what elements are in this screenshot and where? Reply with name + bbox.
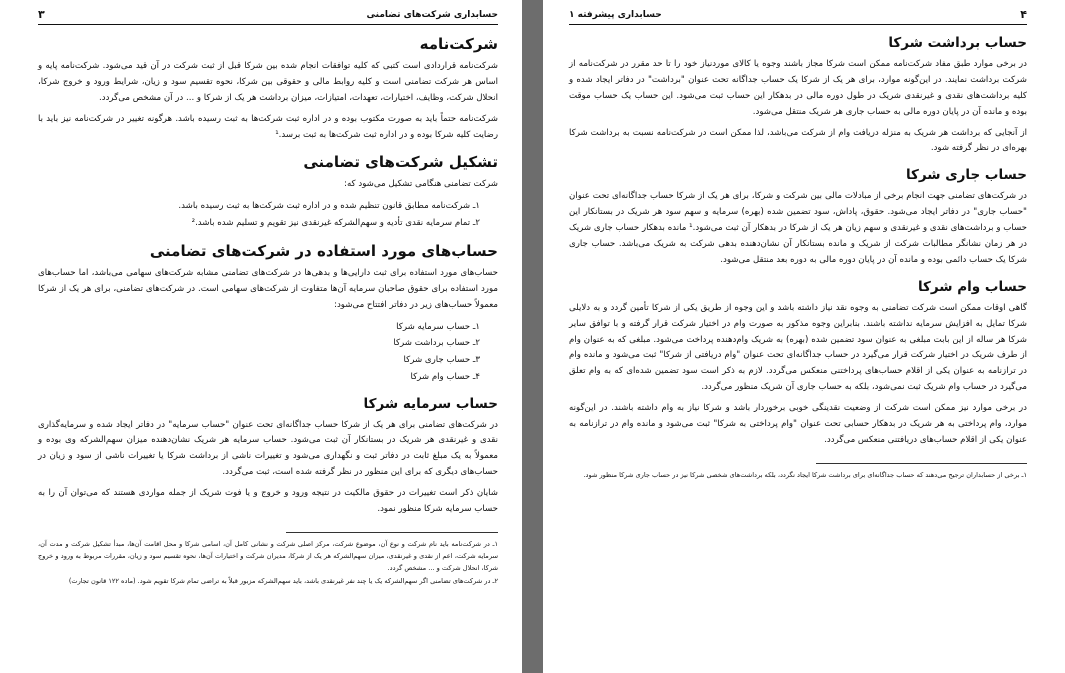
list-item: ۲ـ تمام سرمایه نقدی تأدیه و سهم‌الشرکه غیرنقدی نیز تقویم و تسلیم شده باشد.² — [191, 218, 480, 229]
paragraph: حساب‌های مورد استفاده برای ثبت دارایی‌ها و بدهی‌ها در شرکت‌های تضامنی مشابه شرکت‌های سهامی می‌باشد، اما حساب‌های مورد استفاده برای حقوق صاحبان سرمایه آن‌ها متفاوت از شرکت‌های سهامی است. در شرکت‌های تضامنی، برای هر یک از شرکا معمولاً حساب‌های زیر در دفاتر افتتاح می‌شود: — [38, 267, 498, 310]
paragraph: در برخی موارد نیز ممکن است شرکت از وضعیت نقدینگی خوبی برخوردار باشد و شرکا نیاز به وام داشته باشند. در این‌گونه موارد، وام پرداختی به هر شریک در بدهکار حسابی تحت عنوان "وام پرداختی به شرکا" ثبت می‌شود و مانده وام در ترازنامه به عنوان یکی از اقلام حساب‌های دریافتنی منعکس می‌گردد. — [569, 403, 1027, 445]
footnote: ۱ـ در شرکت‌نامه باید نام شرکت و نوع آن، موضوع شرکت، مرکز اصلی شرکت و نشانی کامل آن، اسامی شرکا و محل اقامت آن‌ها، مبدأ تشکیل شرکت و مدت آن، سرمایه شرکت، اعم از نقدی و غیرنقدی، میزان سهم‌الشرکه هر یک از شرکا، مدیران شرکت و اختیارات آن‌ها، نحوه تقسیم سود و زیان، مقررات مربوط به ورود و خروج شرکا، انحلال شرکت و ... مشخص گردد. — [38, 539, 498, 572]
running-header — [38, 8, 498, 25]
left-page — [0, 0, 522, 673]
section-heading: تشکیل شرکت‌های تضامنی — [303, 153, 498, 172]
list-item: ۲ـ حساب برداشت شرکا — [393, 338, 480, 349]
paragraph: در شرکت‌های تضامنی برای هر یک از شرکا حساب جداگانه‌ای تحت عنوان "حساب سرمایه" در دفاتر ایجاد شده و سرمایه‌گذاری نقدی و غیرنقدی هر شریک در بستانکار آن ثبت می‌شود. حساب سرمایه هر شریک نشان‌دهنده میزان سهم‌الشرکه وی بوده و معمولاً به یک مبلغ ثابت در دفاتر ثبت و نگهداری می‌شود و تغییرات ناشی از برداشت شرکا یا تغییرات ناشی از سود و زیان در حساب‌های دیگری که برای این منظور در نظر گرفته شده است، ثبت می‌گردد. — [38, 419, 498, 478]
paragraph: گاهی اوقات ممکن است شرکت تضامنی به وجوه نقد نیاز داشته باشد و این وجوه از طریق یکی از شرکا تأمین گردد و به دلایلی شرکا تمایل به افزایش سرمایه نداشته باشند. بنابراین وجوه مذکور به صورت وام در اختیار شرکت قرار گرفته و با توافق سایر شرکا هر ساله از این بابت مبلغی به عنوان سود تضمین شده (بهره) به شریک وام‌دهنده پرداخت می‌شود. مبلغی که به عنوان وام از طرف شریک در اختیار شرکت قرار می‌گیرد در حساب جداگانه‌ای تحت عنوان "وام دریافتی از شرکا" ثبت می‌شود و مانده وام در ترازنامه به عنوان یکی از اقلام حساب‌های پرداختنی منعکس می‌گردد. لازم به ذکر است سود تضمین شده‌ای که به وام تعلق می‌گیرد در حساب وام شریک ثبت نمی‌شود، بلکه به حساب جاری آن شریک منظور می‌گردد. — [569, 302, 1027, 393]
paragraph: شرکت‌نامه حتماً باید به صورت مکتوب بوده و در اداره ثبت شرکت‌ها به ثبت رسیده باشد. هرگونه تغییر در شرکت‌نامه نیز باید با رضایت کلیه شرکا بوده و در اداره ثبت شرکت‌ها به ثبت برسد.¹ — [38, 113, 498, 140]
paragraph: در شرکت‌های تضامنی جهت انجام برخی از مبادلات مالی بین شرکت و شرکا، برای هر یک از شرکا حساب جداگانه‌ای تحت عنوان "حساب جاری" در دفاتر ایجاد می‌شود. حقوق، پاداش، سود تضمین شده (بهره) سرمایه و سهم سود هر شریک در بستانکار این حساب و برداشت‌های نقدی و غیرنقدی و سهم زیان هر یک از شرکا در بدهکار آن ثبت می‌شود.¹ مانده بدهکار حساب جاری شریک در هر زمان نشانگر مطالبات شرکت از شریک و مانده بستانکار آن نشان‌دهنده بدهی شرکت به شریک می‌باشد. حساب جاری شرکا یک حساب دائمی بوده و مانده آن در پایان دوره مالی به دوره بعد منتقل می‌شود. — [569, 191, 1027, 265]
page-number: ۴ — [1020, 8, 1027, 21]
running-title: حسابداری شرکت‌های تضامنی — [366, 9, 498, 20]
section-heading: شرکت‌نامه — [419, 35, 498, 53]
section-heading: حساب سرمایه شرکا — [363, 395, 498, 412]
paragraph: شرکت تضامنی هنگامی تشکیل می‌شود که: — [344, 179, 498, 190]
paragraph: شرکت‌نامه قراردادی است کتبی که کلیه توافقات انجام شده بین شرکا قبل از ثبت شرکت در آن قید می‌شود. شرکت‌نامه پایه و اساس هر شرکت تضامنی است و کلیه روابط مالی و حقوقی بین شرکا، نحوه تقسیم سود و زیان، شرایط ورود و خروج شرکا، انحلال شرکت، وظایف، اختیارات، تعهدات، امتیازات، میزان برداشت هر یک از شرکا و ... در آن مشخص می‌گردد. — [38, 61, 498, 103]
section-heading: حساب‌های مورد استفاده در شرکت‌های تضامنی — [149, 241, 498, 260]
condition-list — [38, 198, 498, 232]
paragraph: در برخی موارد طبق مفاد شرکت‌نامه ممکن است شرکا مجاز باشند وجوه یا کالای موردنیاز خود را تا حد مقرر در شرکت‌نامه از شرکت برداشت نمایند. در این‌گونه موارد، برای هر یک از شرکا یک حساب جداگانه تحت عنوان "برداشت" در دفاتر ایجاد شده و کلیه برداشت‌های نقدی و غیرنقدی شریک در طول دوره مالی در بدهکار این حساب ثبت می‌شود. این حساب یک حساب موقت بوده و مانده آن در پایان دوره مالی به حساب جاری هر شریک منتقل می‌شود. — [569, 59, 1027, 117]
paragraph: از آنجایی که برداشت هر شریک به منزله دریافت وام از شرکت می‌باشد، لذا ممکن است در شرکت‌نامه نسبت به برداشت شرکا بهره‌ای در نظر گرفته شود. — [569, 127, 1027, 154]
section-heading: حساب وام شرکا — [917, 278, 1027, 295]
footnote: ۲ـ در شرکت‌های تضامنی اگر سهم‌الشرکه یک یا چند نفر غیرنقدی باشد، باید سهم‌الشرکه مزبور قبلاً به تراضی تمام شرکا تقویم شود. (ماده ۱۲۲ قانون تجارت) — [68, 577, 498, 586]
list-item: ۳ـ حساب جاری شرکا — [403, 355, 480, 366]
footnote-divider — [816, 463, 1027, 464]
list-item: ۱ـ شرکت‌نامه مطابق قانون تنظیم شده و در اداره ثبت شرکت‌ها به ثبت رسیده باشد. — [178, 201, 480, 212]
footnote-divider — [286, 532, 498, 533]
page-gutter — [522, 0, 543, 673]
running-title: حسابداری پیشرفته ۱ — [569, 9, 662, 20]
list-item: ۴ـ حساب وام شرکا — [410, 371, 480, 382]
accounts-list — [38, 319, 498, 386]
running-header — [569, 8, 1027, 25]
section-heading: حساب برداشت شرکا — [888, 35, 1027, 51]
list-item: ۱ـ حساب سرمایه شرکا — [396, 321, 480, 332]
section-heading: حساب جاری شرکا — [905, 167, 1027, 184]
footnote: ۱ـ برخی از حسابداران ترجیح می‌دهند که حساب جداگانه‌ای برای برداشت شرکا ایجاد نگردد، بلکه برداشت‌های شخصی شرکا نیز در حساب جاری شرکا منظور شود. — [583, 470, 1027, 479]
paragraph: شایان ذکر است تغییرات در حقوق مالکیت در نتیجه ورود و خروج و یا فوت شریک از جمله مواردی هستند که می‌توان آن را به حساب سرمایه شرکا منظور نمود. — [38, 488, 498, 514]
page-number: ۳ — [38, 8, 45, 21]
right-page — [543, 0, 1065, 673]
